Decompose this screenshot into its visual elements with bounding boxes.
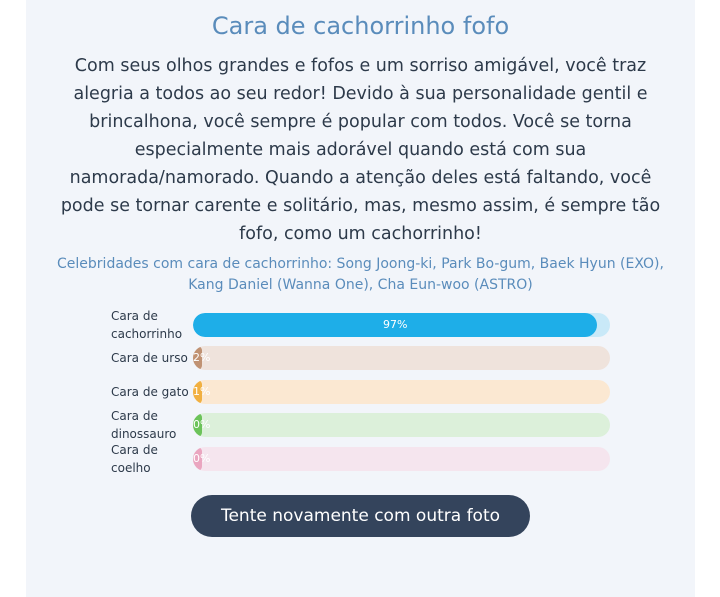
score-label: Cara de urso [111,351,188,366]
retry-button[interactable]: Tente novamente com outra foto [191,495,530,537]
score-percent: 97% [383,317,408,331]
score-row [111,442,611,476]
score-list [111,308,611,476]
score-label: Cara de cachorrinho [111,308,183,341]
score-percent: 0% [193,418,211,432]
score-percent: 2% [193,351,211,365]
score-row [111,342,611,376]
score-track [193,380,610,404]
score-percent: 0% [193,451,211,465]
celebrities-text: Celebridades com cara de cachorrinho: Song Joong-ki, Park Bo-gum, Baek Hyun (EXO), Kang Daniel (Wanna One), Cha Eun-woo (ASTRO) [57,256,664,293]
result-card [26,0,695,597]
score-label: Cara de gato [111,384,189,399]
score-row [111,308,611,342]
result-description: Com seus olhos grandes e fofos e um sorriso amigável, você traz alegria a todos ao seu redor! Devido à sua personalidade gentil e brincalhona, você sempre é popular com todos. Você se torna especialmente mais adorável quando está com sua namorada/namorado. Quando a atenção deles está faltando, você pode se tornar carente e solitário, mas, mesmo assim, é sempre tão fofo, como um cachorrinho! [60,56,661,244]
score-label: Cara de dinossauro [111,409,177,442]
score-track [193,413,610,437]
score-track [193,313,610,337]
score-track [193,447,610,471]
score-track [193,346,610,370]
result-title: Cara de cachorrinho fofo [211,12,510,40]
score-row [111,375,611,409]
score-label: Cara de coelho [111,442,158,475]
score-percent: 1% [193,384,211,398]
score-row [111,409,611,443]
